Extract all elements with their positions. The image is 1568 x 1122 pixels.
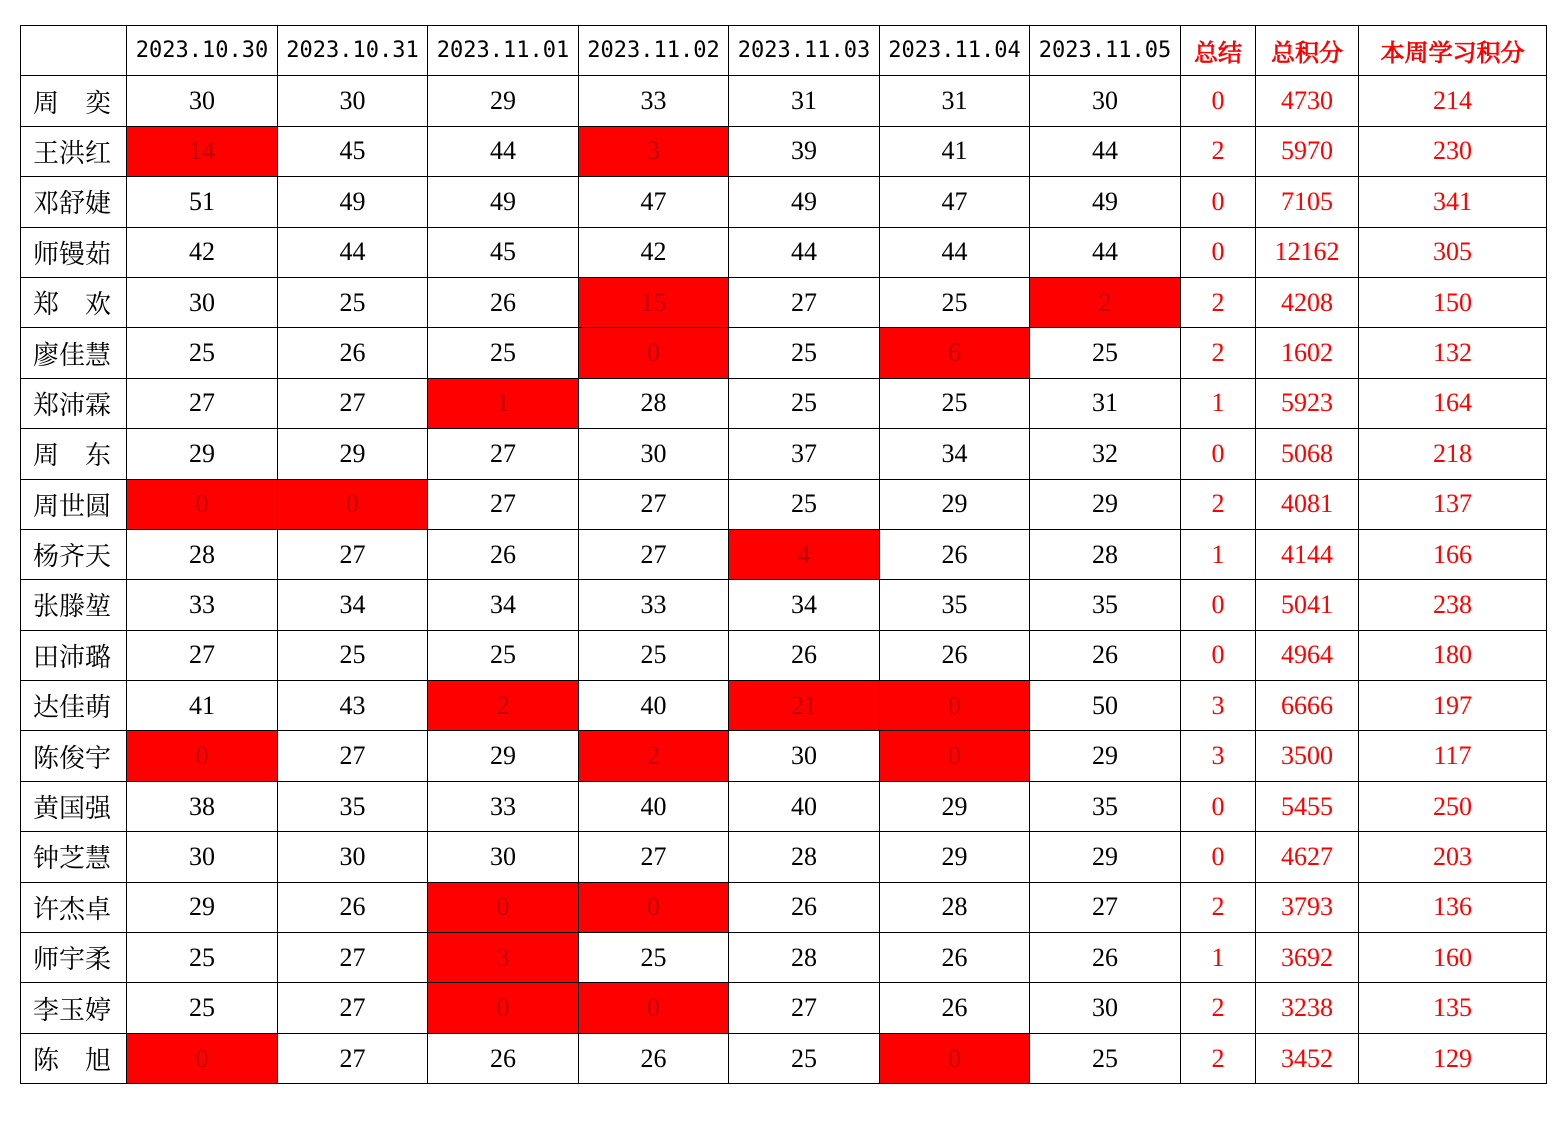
score-cell: 27 (428, 479, 579, 529)
summary-cell: 1 (1181, 378, 1256, 428)
score-cell-flagged: 2 (428, 681, 579, 731)
week-points-cell: 305 (1359, 227, 1547, 277)
score-cell: 25 (278, 277, 428, 327)
score-cell: 25 (1030, 1033, 1181, 1083)
score-cell: 25 (278, 630, 428, 680)
score-cell: 47 (579, 177, 729, 227)
score-cell: 29 (428, 731, 579, 781)
week-points-cell: 166 (1359, 529, 1547, 579)
total-points-cell: 5068 (1256, 429, 1359, 479)
date-header: 2023.11.01 (428, 26, 579, 76)
student-name: 杨齐天 (21, 529, 127, 579)
total-points-cell: 5041 (1256, 580, 1359, 630)
score-cell: 28 (127, 529, 278, 579)
score-cell-flagged: 3 (579, 126, 729, 176)
score-cell: 31 (729, 76, 880, 126)
table-row (21, 832, 1547, 882)
score-cell: 27 (729, 277, 880, 327)
score-cell-flagged: 0 (428, 882, 579, 932)
table-row (21, 681, 1547, 731)
week-points-cell: 160 (1359, 933, 1547, 983)
student-name: 李玉婷 (21, 983, 127, 1033)
score-cell: 29 (1030, 832, 1181, 882)
score-cell: 42 (127, 227, 278, 277)
summary-cell: 0 (1181, 630, 1256, 680)
score-cell: 26 (428, 1033, 579, 1083)
header-row (21, 26, 1547, 76)
score-cell: 26 (428, 529, 579, 579)
score-cell: 25 (579, 630, 729, 680)
table-row (21, 126, 1547, 176)
score-cell: 47 (880, 177, 1030, 227)
score-cell: 44 (278, 227, 428, 277)
table-row (21, 227, 1547, 277)
score-cell: 45 (278, 126, 428, 176)
score-cell: 28 (729, 933, 880, 983)
week-points-header: 本周学习积分 (1359, 26, 1547, 76)
score-cell: 45 (428, 227, 579, 277)
score-cell: 26 (729, 630, 880, 680)
score-cell: 34 (278, 580, 428, 630)
score-cell-flagged: 6 (880, 328, 1030, 378)
week-points-cell: 164 (1359, 378, 1547, 428)
student-name: 许杰卓 (21, 882, 127, 932)
student-name: 师镘茹 (21, 227, 127, 277)
week-points-cell: 136 (1359, 882, 1547, 932)
score-cell: 27 (579, 832, 729, 882)
corner-cell (21, 26, 127, 76)
table-row (21, 429, 1547, 479)
table-row (21, 529, 1547, 579)
score-cell: 44 (729, 227, 880, 277)
student-name: 达佳萌 (21, 681, 127, 731)
total-points-cell: 3452 (1256, 1033, 1359, 1083)
summary-cell: 0 (1181, 177, 1256, 227)
score-cell: 30 (127, 277, 278, 327)
summary-cell: 0 (1181, 580, 1256, 630)
score-cell: 25 (428, 630, 579, 680)
total-points-cell: 5455 (1256, 781, 1359, 831)
score-cell: 29 (428, 76, 579, 126)
student-name: 郑 欢 (21, 277, 127, 327)
total-points-cell: 3793 (1256, 882, 1359, 932)
score-cell: 26 (1030, 630, 1181, 680)
table-row (21, 580, 1547, 630)
score-cell: 26 (880, 529, 1030, 579)
score-cell: 32 (1030, 429, 1181, 479)
score-cell-flagged: 0 (880, 731, 1030, 781)
date-header: 2023.11.04 (880, 26, 1030, 76)
date-header: 2023.11.03 (729, 26, 880, 76)
summary-cell: 0 (1181, 429, 1256, 479)
total-points-cell: 4627 (1256, 832, 1359, 882)
score-cell: 35 (1030, 580, 1181, 630)
week-points-cell: 180 (1359, 630, 1547, 680)
score-cell: 29 (880, 832, 1030, 882)
score-cell: 30 (1030, 76, 1181, 126)
score-cell: 33 (428, 781, 579, 831)
summary-cell: 1 (1181, 933, 1256, 983)
date-header: 2023.10.31 (278, 26, 428, 76)
score-cell: 30 (1030, 983, 1181, 1033)
score-cell-flagged: 4 (729, 529, 880, 579)
score-cell-flagged: 14 (127, 126, 278, 176)
student-name: 周 东 (21, 429, 127, 479)
score-cell-flagged: 0 (127, 479, 278, 529)
total-points-cell: 4081 (1256, 479, 1359, 529)
score-cell-flagged: 0 (579, 983, 729, 1033)
score-cell-flagged: 2 (579, 731, 729, 781)
total-points-cell: 7105 (1256, 177, 1359, 227)
table-row (21, 378, 1547, 428)
week-points-cell: 135 (1359, 983, 1547, 1033)
score-cell: 29 (880, 781, 1030, 831)
total-points-cell: 5923 (1256, 378, 1359, 428)
summary-cell: 0 (1181, 76, 1256, 126)
week-points-cell: 197 (1359, 681, 1547, 731)
score-cell: 25 (579, 933, 729, 983)
student-name: 黄国强 (21, 781, 127, 831)
score-cell: 30 (278, 832, 428, 882)
score-cell: 37 (729, 429, 880, 479)
score-cell: 49 (729, 177, 880, 227)
score-cell: 25 (1030, 328, 1181, 378)
student-name: 周 奕 (21, 76, 127, 126)
student-name: 田沛璐 (21, 630, 127, 680)
score-cell: 27 (278, 983, 428, 1033)
score-cell: 25 (127, 983, 278, 1033)
table-row (21, 731, 1547, 781)
score-cell: 25 (428, 328, 579, 378)
score-cell: 51 (127, 177, 278, 227)
score-cell: 40 (579, 781, 729, 831)
date-header: 2023.10.30 (127, 26, 278, 76)
score-cell: 30 (127, 76, 278, 126)
summary-cell: 2 (1181, 328, 1256, 378)
week-points-cell: 117 (1359, 731, 1547, 781)
score-cell: 28 (880, 882, 1030, 932)
score-cell: 29 (1030, 479, 1181, 529)
total-points-cell: 3500 (1256, 731, 1359, 781)
total-points-cell: 12162 (1256, 227, 1359, 277)
score-cell: 40 (729, 781, 880, 831)
score-cell-flagged: 0 (127, 1033, 278, 1083)
score-cell-flagged: 2 (1030, 277, 1181, 327)
table-row (21, 479, 1547, 529)
student-name: 周世圆 (21, 479, 127, 529)
score-cell: 25 (880, 378, 1030, 428)
score-cell: 26 (880, 983, 1030, 1033)
score-cell: 28 (579, 378, 729, 428)
total-points-cell: 5970 (1256, 126, 1359, 176)
week-points-cell: 137 (1359, 479, 1547, 529)
student-name: 钟芝慧 (21, 832, 127, 882)
score-cell-flagged: 0 (579, 882, 729, 932)
week-points-cell: 150 (1359, 277, 1547, 327)
score-cell: 34 (729, 580, 880, 630)
score-cell: 27 (278, 378, 428, 428)
score-cell: 27 (579, 479, 729, 529)
score-cell: 26 (579, 1033, 729, 1083)
week-points-cell: 238 (1359, 580, 1547, 630)
week-points-cell: 218 (1359, 429, 1547, 479)
summary-cell: 2 (1181, 882, 1256, 932)
score-cell: 29 (127, 882, 278, 932)
total-points-cell: 1602 (1256, 328, 1359, 378)
score-cell: 44 (880, 227, 1030, 277)
score-cell: 27 (127, 378, 278, 428)
score-cell: 27 (278, 933, 428, 983)
student-name: 师宇柔 (21, 933, 127, 983)
score-cell: 30 (127, 832, 278, 882)
score-cell: 27 (428, 429, 579, 479)
score-cell: 30 (729, 731, 880, 781)
score-cell: 43 (278, 681, 428, 731)
student-name: 邓舒婕 (21, 177, 127, 227)
score-cell: 28 (729, 832, 880, 882)
score-cell: 26 (729, 882, 880, 932)
score-cell-flagged: 0 (278, 479, 428, 529)
score-cell: 39 (729, 126, 880, 176)
score-cell: 28 (1030, 529, 1181, 579)
student-name: 陈俊宇 (21, 731, 127, 781)
date-header: 2023.11.02 (579, 26, 729, 76)
student-name: 张滕堃 (21, 580, 127, 630)
score-cell: 27 (278, 1033, 428, 1083)
week-points-cell: 214 (1359, 76, 1547, 126)
score-cell: 26 (1030, 933, 1181, 983)
score-cell-flagged: 15 (579, 277, 729, 327)
score-cell: 25 (729, 328, 880, 378)
score-cell: 34 (428, 580, 579, 630)
score-cell: 27 (729, 983, 880, 1033)
total-points-cell: 4730 (1256, 76, 1359, 126)
score-cell: 26 (278, 882, 428, 932)
total-points-cell: 3238 (1256, 983, 1359, 1033)
score-cell: 29 (278, 429, 428, 479)
score-cell: 27 (127, 630, 278, 680)
student-name: 廖佳慧 (21, 328, 127, 378)
week-points-cell: 341 (1359, 177, 1547, 227)
score-cell: 49 (278, 177, 428, 227)
score-cell: 25 (729, 479, 880, 529)
summary-cell: 0 (1181, 227, 1256, 277)
summary-cell: 2 (1181, 277, 1256, 327)
score-cell: 29 (1030, 731, 1181, 781)
summary-cell: 3 (1181, 731, 1256, 781)
score-cell: 31 (880, 76, 1030, 126)
score-cell: 26 (880, 630, 1030, 680)
table-row (21, 781, 1547, 831)
table-row (21, 277, 1547, 327)
score-cell: 49 (1030, 177, 1181, 227)
score-cell: 25 (880, 277, 1030, 327)
summary-cell: 1 (1181, 529, 1256, 579)
score-cell: 26 (428, 277, 579, 327)
score-cell: 27 (1030, 882, 1181, 932)
summary-cell: 0 (1181, 832, 1256, 882)
summary-cell: 2 (1181, 1033, 1256, 1083)
score-cell: 33 (579, 76, 729, 126)
total-points-cell: 4964 (1256, 630, 1359, 680)
score-cell: 31 (1030, 378, 1181, 428)
week-points-cell: 203 (1359, 832, 1547, 882)
student-name: 陈 旭 (21, 1033, 127, 1083)
score-cell: 25 (127, 933, 278, 983)
score-cell-flagged: 3 (428, 933, 579, 983)
student-name: 郑沛霖 (21, 378, 127, 428)
score-cell: 26 (880, 933, 1030, 983)
score-cell-flagged: 0 (428, 983, 579, 1033)
student-name: 王洪红 (21, 126, 127, 176)
table-row (21, 1033, 1547, 1083)
score-cell: 38 (127, 781, 278, 831)
score-cell: 35 (278, 781, 428, 831)
score-cell: 40 (579, 681, 729, 731)
summary-cell: 0 (1181, 781, 1256, 831)
score-cell-flagged: 0 (127, 731, 278, 781)
score-cell: 30 (428, 832, 579, 882)
score-cell: 27 (278, 529, 428, 579)
score-cell: 26 (278, 328, 428, 378)
score-cell: 44 (1030, 126, 1181, 176)
score-cell: 44 (1030, 227, 1181, 277)
summary-cell: 2 (1181, 479, 1256, 529)
score-cell: 29 (880, 479, 1030, 529)
summary-header: 总结 (1181, 26, 1256, 76)
table-row (21, 328, 1547, 378)
table-row (21, 177, 1547, 227)
score-cell: 25 (127, 328, 278, 378)
score-cell: 29 (127, 429, 278, 479)
score-cell-flagged: 0 (880, 1033, 1030, 1083)
score-cell: 30 (579, 429, 729, 479)
score-cell: 50 (1030, 681, 1181, 731)
score-cell-flagged: 21 (729, 681, 880, 731)
score-cell: 42 (579, 227, 729, 277)
summary-cell: 2 (1181, 983, 1256, 1033)
score-cell: 41 (880, 126, 1030, 176)
score-table (20, 25, 1547, 1084)
table-row (21, 933, 1547, 983)
summary-cell: 2 (1181, 126, 1256, 176)
total-points-cell: 4144 (1256, 529, 1359, 579)
week-points-cell: 129 (1359, 1033, 1547, 1083)
score-cell: 27 (579, 529, 729, 579)
total-points-cell: 4208 (1256, 277, 1359, 327)
table-row (21, 983, 1547, 1033)
week-points-cell: 250 (1359, 781, 1547, 831)
total-points-header: 总积分 (1256, 26, 1359, 76)
table-row (21, 76, 1547, 126)
table-row (21, 630, 1547, 680)
date-header: 2023.11.05 (1030, 26, 1181, 76)
score-cell: 35 (880, 580, 1030, 630)
score-cell-flagged: 0 (579, 328, 729, 378)
score-cell: 27 (278, 731, 428, 781)
total-points-cell: 3692 (1256, 933, 1359, 983)
score-cell: 34 (880, 429, 1030, 479)
score-cell: 35 (1030, 781, 1181, 831)
score-cell: 33 (579, 580, 729, 630)
score-cell-flagged: 1 (428, 378, 579, 428)
score-cell: 49 (428, 177, 579, 227)
score-cell: 33 (127, 580, 278, 630)
total-points-cell: 6666 (1256, 681, 1359, 731)
score-cell: 25 (729, 1033, 880, 1083)
summary-cell: 3 (1181, 681, 1256, 731)
score-cell: 30 (278, 76, 428, 126)
week-points-cell: 230 (1359, 126, 1547, 176)
score-cell: 25 (729, 378, 880, 428)
week-points-cell: 132 (1359, 328, 1547, 378)
score-cell: 44 (428, 126, 579, 176)
score-cell: 41 (127, 681, 278, 731)
table-row (21, 882, 1547, 932)
score-cell-flagged: 0 (880, 681, 1030, 731)
